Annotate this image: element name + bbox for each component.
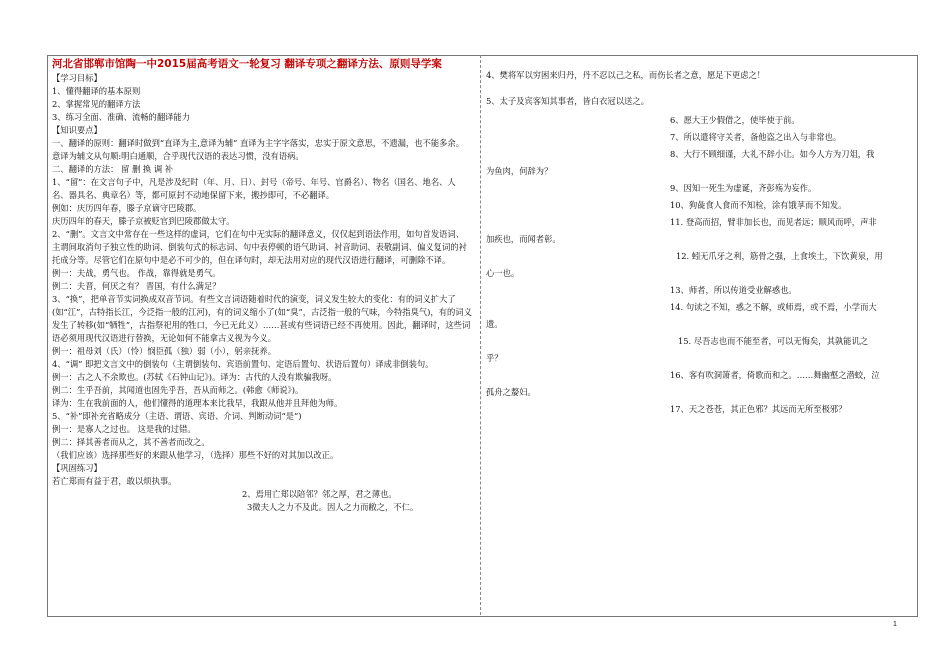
left-paragraph: （我们应该）选择那些好的来跟从他学习，（选择）那些不好的对其加以改正。 — [52, 450, 339, 460]
left-paragraph: 【巩固练习】 — [52, 463, 102, 473]
right-paragraph: 14. 句读之不知，惑之不解，或师焉，或不焉，小学而大 — [670, 302, 877, 312]
left-paragraph: 3微夫人之力不及此。因人之力而敝之，不仁。 — [247, 502, 419, 512]
right-paragraph: 5、太子及宾客知其事者，皆白衣冠以送之。 — [486, 96, 649, 106]
left-paragraph: 例一：夫战，勇气也。 作战，靠得就是勇气。 — [52, 268, 221, 278]
left-paragraph: 2、“删”。文言文中常存在一些这样的虚词，它们在句中无实际的翻译意义，仅仅起到语法作用，如句首发语词、主谓间取消句子独立性的助词、倒装句式的标志词、句中表停顿的语气助词、衬音助词、表敬副词、偏义复词的衬托成分等。尽管它们在原句中是必不可少的，但在译句时，却无法用对应的现代汉语进行翻译，可删除不译。 — [52, 229, 467, 265]
left-paragraph: 2、焉用亡郑以陪邻？邻之厚，君之薄也。 — [242, 489, 397, 499]
left-paragraph: 例一：祖母刘（氏）（怜）悯臣孤（独）弱（小），躬亲抚养。 — [52, 346, 277, 356]
right-paragraph: 11. 登高而招，臂非加长也，而见者远；顺风而呼，声非 — [670, 217, 877, 227]
right-paragraph: 9、因知一死生为虚诞，齐彭殇为妄作。 — [670, 183, 817, 193]
left-paragraph: 庆历四年的春天，滕子京被贬官到巴陵郡做太守。 — [52, 216, 235, 226]
left-paragraph: 【学习目标】 — [52, 73, 102, 83]
left-paragraph: 例二：夫晋，何厌之有？ 晋国，有什么满足？ — [52, 281, 221, 291]
left-paragraph: 例一：是寡人之过也。 这是我的过错。 — [52, 424, 196, 434]
left-paragraph: 4、“调” 即把文言文中的倒装句（主谓倒装句、宾语前置句、定语后置句、状语后置句）译成非倒装句。 — [52, 359, 434, 369]
left-body — [52, 72, 472, 514]
document-title: 河北省邯郸市馆陶一中2015届高考语文一轮复习 翻译专项之翻译方法、原则导学案 — [52, 58, 442, 70]
right-paragraph: 4、樊将军以穷困来归丹，丹不忍以己之私，而伤长者之意，愿足下更虑之！ — [486, 70, 766, 80]
right-paragraph: 13、师者，所以传道受业解惑也。 — [670, 285, 797, 295]
left-paragraph: 例二：生乎吾前，其闻道也固先乎吾，吾从而师之。(韩愈《师说》)。 — [52, 385, 304, 395]
right-paragraph: 6、愿大王少假借之，使毕使于前。 — [670, 115, 800, 125]
left-paragraph: 例二：择其善者而从之，其不善者而改之。 — [52, 437, 210, 447]
right-column — [486, 57, 904, 416]
left-paragraph: 3、练习全面、准确、流畅的翻译能力 — [52, 112, 191, 122]
left-paragraph: 1、“留”：在文言句子中，凡是涉及纪时（年、月、日）、封号（帝号、年号、官爵名）、物名（国名、地名、人名、器具名、典章名）等，都可原封不动地保留下来，搬抄即可，不必翻译。 — [52, 177, 456, 200]
left-paragraph: 例一：古之人不余欺也。(苏轼《石钟山记》)。译为：古代的人没有欺骗我呀。 — [52, 372, 337, 382]
right-paragraph: 乎？ — [486, 353, 503, 363]
right-paragraph: 15. 尽吾志也而不能至者，可以无悔矣，其孰能讥之 — [678, 336, 869, 346]
right-paragraph: 7、所以遣将守关者，备他盗之出入与非常也。 — [670, 132, 842, 142]
left-paragraph: 译为：生在我前面的人，他们懂得的道理本来比我早，我跟从他并且拜他为师。 — [52, 398, 343, 408]
right-paragraph: 12. 蚓无爪牙之利，筋骨之强，上食埃土，下饮黄泉，用 — [676, 251, 883, 261]
left-paragraph: 3、“换”，把单音节实词换成双音节词。有些文言词语随着时代的演变，词义发生较大的变化：有的词义扩大了(如“江”，古特指长江，今泛指一般的江河)，有的词义缩小了(如“臭”，古泛指一般的气味，今特指臭气)，有的词义发生了转移(如“牺牲”，古指祭祀用的牲口，今已无此义）……甚或有些词语已经不再使用。因此，翻译时，这些词语必须用现代汉语进行替换，无论如何不能拿古义视为今义。 — [52, 294, 472, 343]
left-paragraph: 5、“补”即补充省略成分（主语、谓语、宾语、介词、判断动词“是”) — [52, 411, 302, 421]
left-paragraph: 【知识要点】 — [52, 125, 102, 135]
left-paragraph: 二、翻译的方法： 留 删 换 调 补 — [52, 164, 174, 174]
right-paragraph: 心一也。 — [486, 268, 520, 278]
right-paragraph: 加疾也，而闻者彰。 — [486, 234, 561, 244]
right-body — [486, 69, 904, 416]
right-paragraph: 为鱼肉，何辞为？ — [486, 166, 553, 176]
right-paragraph: 16、客有吹洞箫者，倚歌而和之。……舞幽壑之潜蛟，泣 — [670, 370, 880, 380]
right-paragraph: 10、狗彘食人食而不知检，涂有饿莩而不知发。 — [670, 200, 847, 210]
right-paragraph: 17、天之苍苍，其正色邪？其远而无所至极邪？ — [670, 404, 847, 414]
right-paragraph: 遗。 — [486, 319, 503, 329]
left-paragraph: 例如：庆历四年春，滕子京谪守巴陵郡。 — [52, 203, 202, 213]
column-divider — [480, 55, 481, 615]
left-paragraph: 2、掌握常见的翻译方法 — [52, 99, 141, 109]
left-paragraph: 若亡郑而有益于君，敢以烦执事。 — [52, 476, 177, 486]
page-number: 1 — [893, 621, 897, 628]
right-paragraph: 8、大行不顾细谨，大礼不辞小让。如今人方为刀俎，我 — [670, 149, 875, 159]
right-paragraph: 孤舟之嫠妇。 — [486, 387, 536, 397]
left-paragraph: 1、懂得翻译的基本原则 — [52, 86, 141, 96]
left-paragraph: 一、翻译的原则：翻译时做到“直译为主,意译为辅” 直译为主字字落实，忠实于原文意思，不遗漏，也不能多余。意译为辅文从句顺:明白通顺，合乎现代汉语的表达习惯，没有语病。 — [52, 138, 465, 161]
left-column — [52, 57, 472, 514]
